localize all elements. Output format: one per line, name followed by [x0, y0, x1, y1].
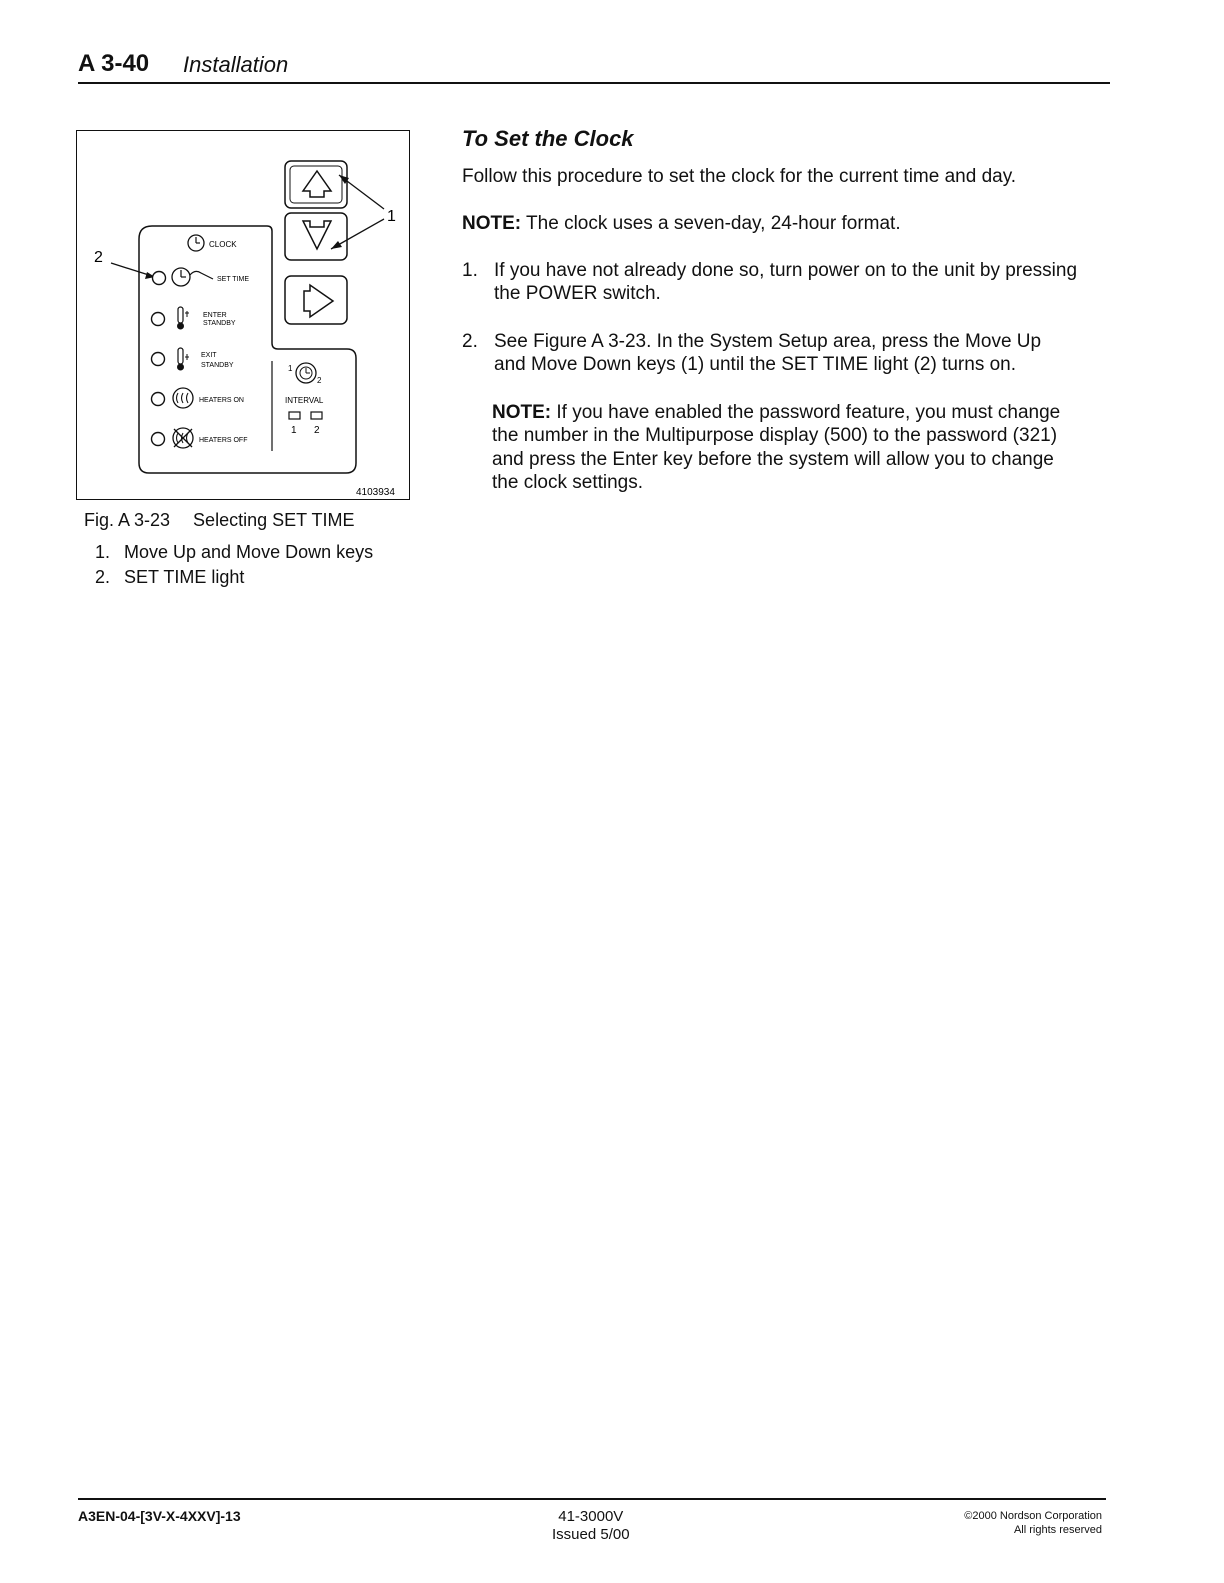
set-time-icon [172, 268, 213, 286]
exit-standby-label-2: STANDBY [201, 362, 234, 369]
heater-off-icon [173, 428, 193, 448]
note-2-line-3: and press the Enter key before the system will allow you to change [492, 449, 1054, 470]
heaters-off-light [152, 433, 165, 446]
clock-label: CLOCK [209, 240, 237, 249]
intro-paragraph: Follow this procedure to set the clock for the current time and day. [462, 166, 1017, 187]
callout-2-arrow [111, 263, 155, 279]
note-1-text: The clock uses a seven-day, 24-hour format. [526, 213, 901, 234]
timer-label-2: 2 [317, 376, 322, 385]
enter-key[interactable] [285, 276, 347, 324]
note-2-text-1: If you have enabled the password feature, you must change [556, 402, 1061, 423]
document-code: A3EN-04-[3V-X-4XXV]-13 [78, 1508, 241, 1524]
section-title: To Set the Clock [462, 126, 634, 151]
footer-center [552, 1508, 630, 1544]
interval-2-light [311, 412, 322, 419]
exit-standby-label-1: EXIT [201, 352, 217, 359]
footer-divider [78, 1498, 1106, 1500]
note-2-line-1 [492, 401, 1060, 424]
part-number: 41-3000V [558, 1508, 624, 1525]
control-panel-figure [76, 130, 410, 500]
footer-copyright [900, 1509, 1102, 1537]
step-2-line-1: See Figure A 3-23. In the System Setup area, press the Move Up [494, 331, 1042, 352]
note-2-line-2: the number in the Multipurpose display (500) to the password (321) [492, 425, 1058, 446]
set-time-light [153, 272, 166, 285]
move-down-key[interactable] [285, 213, 347, 260]
heater-icon [173, 388, 193, 408]
timer-icon [296, 363, 316, 383]
legend-item-2-text: SET TIME light [124, 567, 245, 587]
enter-standby-light [152, 313, 165, 326]
note-2-line-4: the clock settings. [492, 472, 644, 493]
note-1 [462, 212, 901, 235]
heaters-off-label: HEATERS OFF [199, 437, 248, 444]
copyright-line: ©2000 Nordson Corporation [964, 1510, 1102, 1522]
heaters-on-light [152, 393, 165, 406]
control-panel-diagram [77, 131, 411, 501]
header-divider [78, 82, 1110, 84]
figure-id-code: 4103934 [356, 487, 395, 498]
callout-1-label: 1 [387, 208, 396, 225]
step-1-line-1: If you have not already done so, turn power on to the unit by pressing [494, 260, 1078, 281]
chapter-title: Installation [183, 52, 289, 77]
issue-date: Issued 5/00 [552, 1526, 630, 1543]
heaters-on-label: HEATERS ON [199, 397, 244, 404]
legend-item-2-number: 2. [95, 567, 111, 587]
set-time-label: SET TIME [217, 276, 250, 283]
move-up-key[interactable] [285, 161, 347, 208]
legend-item-1-number: 1. [95, 542, 111, 562]
timer-label-1: 1 [288, 364, 293, 373]
enter-standby-label-2: STANDBY [203, 320, 236, 327]
clock-icon [188, 235, 204, 251]
step-2-line-2: and Move Down keys (1) until the SET TIME light (2) turns on. [494, 354, 1017, 375]
note-1-label: NOTE: [462, 213, 522, 234]
step-1-line-2: the POWER switch. [494, 283, 661, 304]
figure-caption: Fig. A 3-23 Selecting SET TIME [84, 510, 355, 530]
interval-label: INTERVAL [285, 396, 324, 405]
legend-item-1-text: Move Up and Move Down keys [124, 542, 374, 562]
step-1-number: 1. [462, 260, 478, 281]
panel-outline [139, 226, 356, 473]
enter-standby-label-1: ENTER [203, 312, 227, 319]
thermometer-icon [177, 307, 189, 330]
interval-1-number: 1 [291, 425, 297, 436]
interval-1-light [289, 412, 300, 419]
rights-line: All rights reserved [1013, 1524, 1102, 1536]
note-2-label: NOTE: [492, 402, 552, 423]
exit-standby-light [152, 353, 165, 366]
step-2-number: 2. [462, 331, 478, 352]
thermometer-icon [177, 348, 189, 371]
page-number: A 3-40 [78, 50, 150, 77]
callout-2-label: 2 [94, 249, 103, 266]
interval-2-number: 2 [314, 425, 320, 436]
